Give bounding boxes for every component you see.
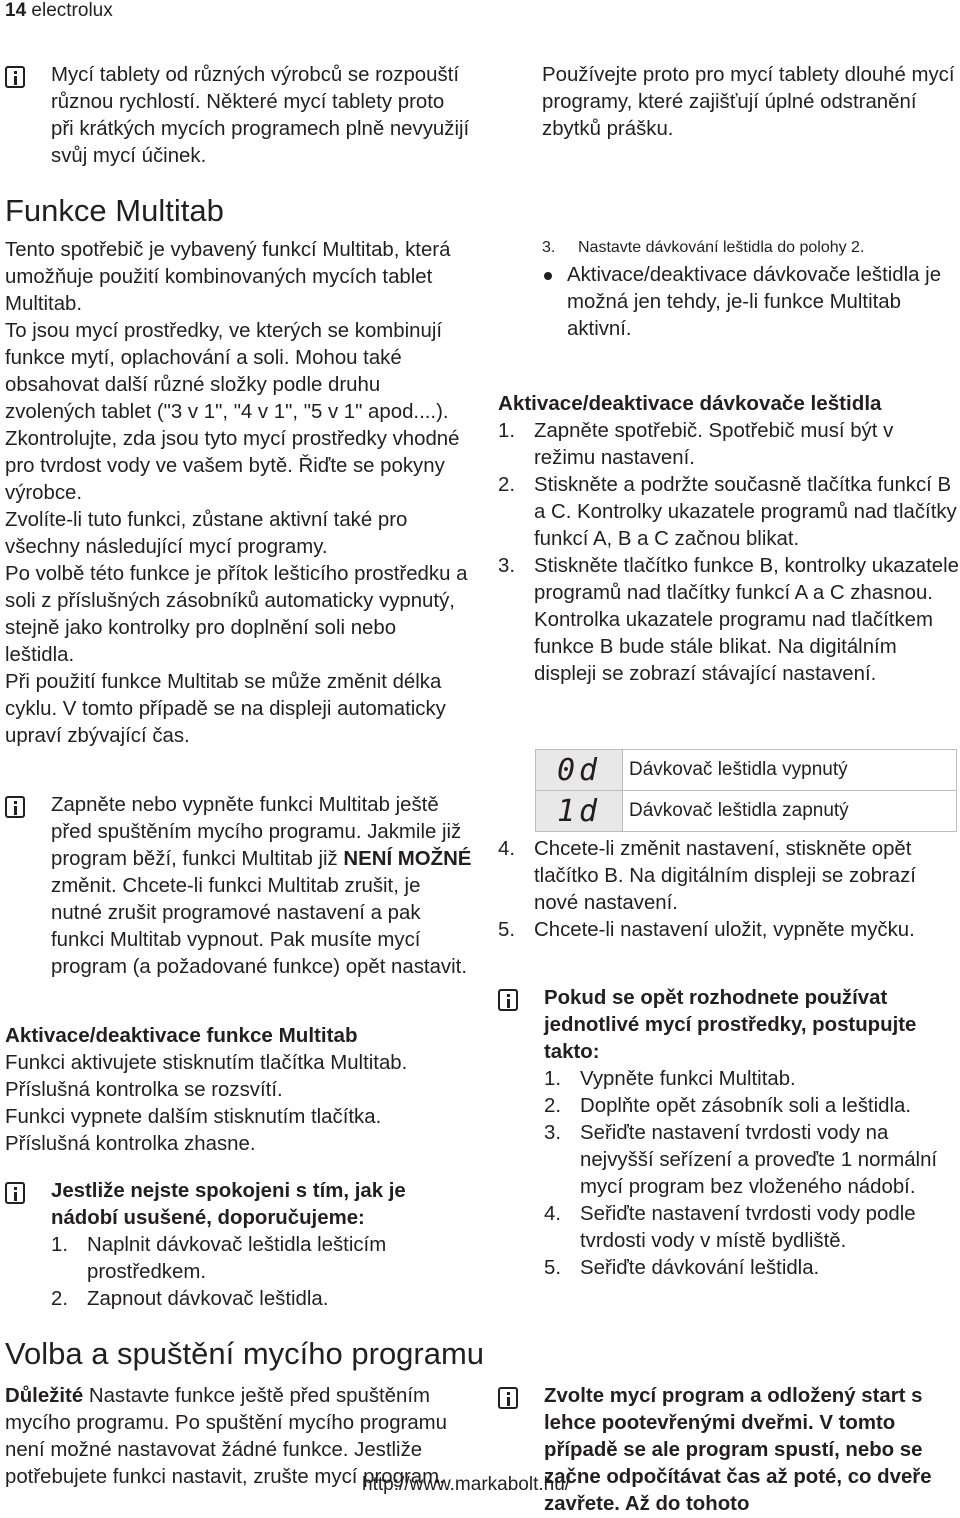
list-item: 1. Vypněte funkci Multitab. — [544, 1068, 796, 1090]
info-icon — [5, 796, 25, 818]
list-item: 5. Chcete-li nastavení uložit, vypněte myčku. — [498, 919, 915, 941]
subheading: Aktivace/deaktivace dávkovače leštidla — [498, 392, 882, 415]
rinse-steps-list — [498, 418, 960, 688]
info-icon — [5, 66, 25, 88]
rinse-activation-section — [498, 390, 960, 688]
note-text: Mycí tablety od různých výrobců se rozpouští různou rychlostí. Některé mycí tablety proto při krátkých mycích programech plně nevyužijí svůj mycí účinek. — [51, 64, 470, 167]
important-note: Důležité Nastavte funkce ještě před spuštěním mycího programu. Po spuštění mycího programu není možné nastavovat žádné funkce. Jestliže potřebujete funkci nastavit, zrušte mycí program. — [5, 1385, 447, 1488]
important-label: Důležité — [5, 1385, 84, 1407]
display-label: Dávkovač leštidla vypnutý — [623, 750, 957, 791]
paragraph: Příslušná kontrolka se rozsvítí. — [5, 1079, 283, 1101]
list-item: 3. Seřiďte nastavení tvrdosti vody na nejvyšší seřízení a proveďte 1 normální mycí program bez vloženého nádobí. — [544, 1122, 938, 1198]
table-row — [536, 750, 957, 791]
list-item: 2. Doplňte opět zásobník soli a leštidla. — [544, 1095, 911, 1117]
note-heading: Jestliže nejste spokojeni s tím, jak je nádobí usušené, doporučujeme: — [51, 1180, 406, 1229]
paragraph: To jsou mycí prostředky, ve kterých se kombinují funkce mytí, oplachování a soli. Mohou také obsahovat další různé složky podle druhu zvolených tablet ("3 v 1", "4 v 1", "5 v 1" apod....). — [5, 320, 449, 423]
subheading: Aktivace/deaktivace funkce Multitab — [5, 1024, 358, 1047]
paragraph: Zkontrolujte, zda jsou tyto mycí prostředky vhodné pro tvrdost vody ve vašem bytě. Řiďte se pokyny výrobce. — [5, 428, 460, 504]
note-heading: Pokud se opět rozhodnete používat jednotlivé mycí prostředky, postupujte takto: — [544, 987, 917, 1063]
emphasis: NENÍ MOŽNÉ — [343, 848, 472, 870]
note-list — [544, 1066, 960, 1282]
continued-text: Používejte proto pro mycí tablety dlouhé mycí programy, které zajišťují úplné odstranění zbytků prášku. — [542, 64, 955, 140]
list-item: 2. Zapnout dávkovač leštidla. — [51, 1288, 329, 1310]
paragraph: Zvolíte-li tuto funkci, zůstane aktivní také pro všechny následující mycí programy. — [5, 509, 408, 558]
paragraph: Po volbě této funkce je přítok lešticího prostředku a soli z příslušných zásobníků automaticky vypnutý, stejně jako kontrolky pro doplnění soli nebo leštidla. — [5, 563, 468, 666]
paragraph: Funkci aktivujete stisknutím tlačítka Multitab. — [5, 1052, 408, 1074]
paragraph: Při použití funkce Multitab se může změnit délka cyklu. V tomto případě se na displeji automaticky upraví zbývající čas. — [5, 671, 446, 747]
section-heading: Funkce Multitab — [5, 193, 224, 228]
page-header — [5, 0, 113, 22]
rinse-steps-continued — [498, 836, 960, 944]
brand-name: electrolux — [31, 0, 113, 21]
info-icon — [5, 1182, 25, 1204]
rinse-steps-list — [498, 836, 960, 944]
list-item: 2. Stiskněte a podržte současně tlačítka funkcí B a C. Kontrolky ukazatele programů nad tlačítky funkcí A, B a C začnou blikat. — [498, 474, 957, 550]
paragraph: Příslušná kontrolka zhasne. — [5, 1133, 256, 1155]
page-number: 14 — [5, 0, 27, 21]
multitab-description — [5, 237, 469, 750]
paragraph: Funkci vypnete dalším stisknutím tlačítka. — [5, 1106, 382, 1128]
list-item: 4. Seřiďte nastavení tvrdosti vody podle tvrdosti vody v místě bydliště. — [544, 1203, 916, 1252]
note-text: Zvolte mycí program a odložený start s lehce pootevřenými dveřmi. V tomto případě se ale program spustí, nebo se začne odpočítávat čas až poté, co dveře zavřete. Až do tohoto — [544, 1385, 932, 1515]
footer-url: http://www.markabolt.hu/ — [362, 1474, 571, 1495]
rinse-dosage-steps — [542, 239, 960, 343]
display-settings-table — [535, 749, 957, 832]
display-code: 1d — [536, 791, 623, 832]
list-item: 5. Seřiďte dávkování leštidla. — [544, 1257, 820, 1279]
info-icon — [498, 1387, 518, 1409]
table-row — [536, 791, 957, 832]
note-text: Zapněte nebo vypněte funkci Multitab ještě před spuštěním mycího programu. Jakmile již program běží, funkci Multitab již NENÍ MOŽNÉ změnit. Chcete-li funkci Multitab zrušit, je nutné zrušit programové nastavení a pak funkci Multitab vypnout. Pak musíte mycí program (a požadované funkce) opět nastavit. — [51, 794, 472, 978]
list-item: 3. Stiskněte tlačítko funkce B, kontrolky ukazatele programů nad tlačítky funkcí A a C zhasnou. Kontrolka ukazatele programu nad tlačítkem funkce B bude stále blikat. Na digitálním displeji se zobrazí stávající nastavení. — [498, 555, 960, 685]
list-item: 4. Chcete-li změnit nastavení, stiskněte opět tlačítko B. Na digitálním displeji se zobrazí nové nastavení. — [498, 838, 916, 914]
note-list — [51, 1232, 471, 1313]
bullet-item: Aktivace/deaktivace dávkovače leštidla je možná jen tehdy, je-li funkce Multitab aktivní. — [542, 262, 960, 343]
display-code: 0d — [536, 750, 623, 791]
paragraph: Tento spotřebič je vybavený funkcí Multitab, která umožňuje použití kombinovaných mycích tablet Multitab. — [5, 239, 451, 315]
list-item: 1. Zapněte spotřebič. Spotřebič musí být v režimu nastavení. — [498, 420, 894, 469]
section-heading: Volba a spuštění mycího programu — [5, 1336, 485, 1371]
list-item: 1. Naplnit dávkovač leštidla lešticím prostředkem. — [51, 1234, 387, 1283]
list-item: 3. Nastavte dávkování leštidla do polohy 2. — [542, 239, 865, 256]
info-icon — [498, 989, 518, 1011]
activation-section — [5, 1022, 475, 1158]
display-label: Dávkovač leštidla zapnutý — [623, 791, 957, 832]
